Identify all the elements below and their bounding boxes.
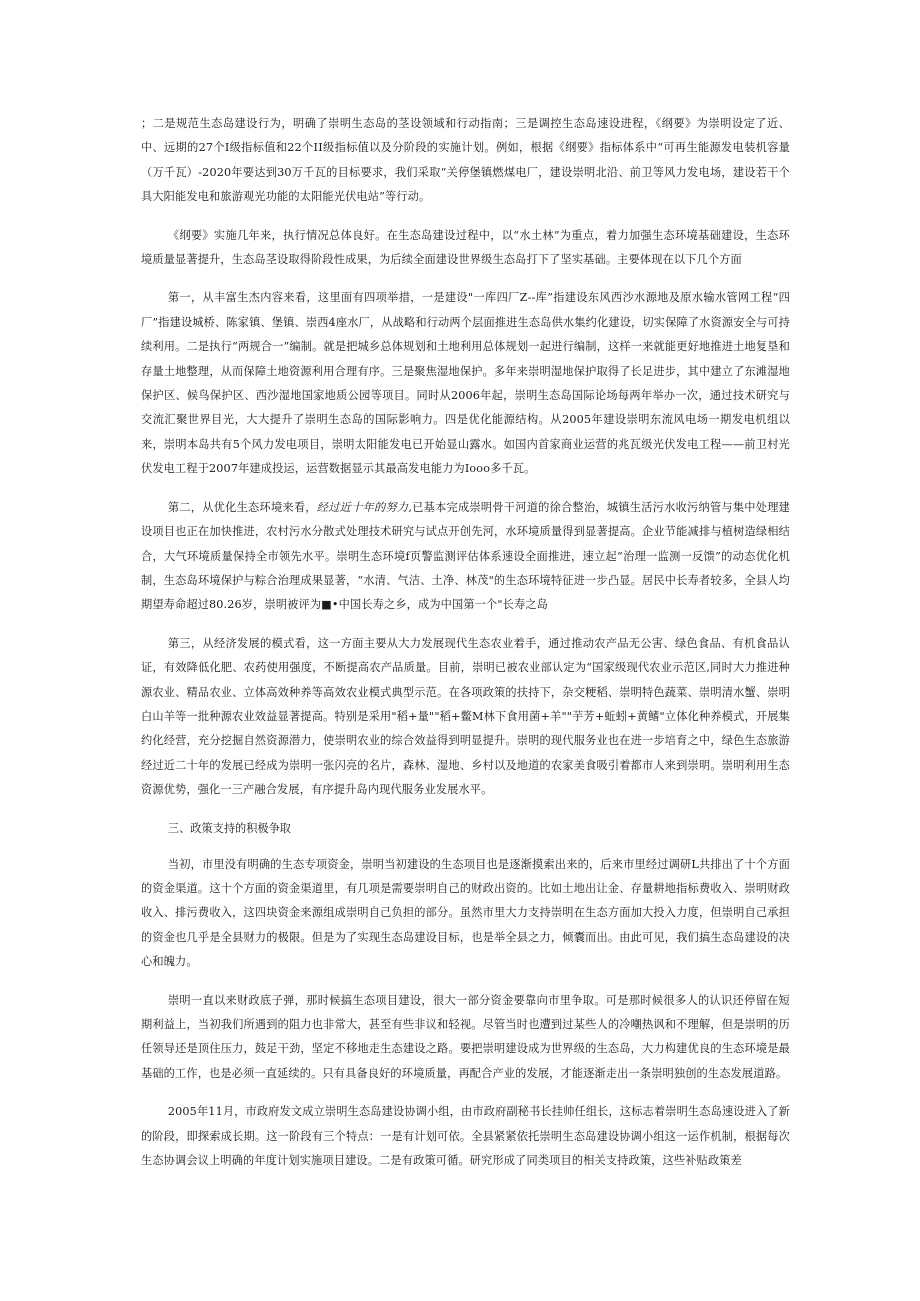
section-heading: 三、政策支持的积极争取 bbox=[167, 821, 291, 835]
paragraph-3: 第一，从丰富生杰内容来看，这里面有四项举措，一是建设"一库四厂Z--库”指建设东风西沙水源地及原水输水管网工程“四厂”指建设城桥、陈家镇、堡镇、崇西4座水厂，从战略和行动两个层面推进生态岛供水集约化建设，切实保障了水资源安全与可持续利用。二是执行“两规合一”编制。就是把城乡总体规划和土地利用总体规划一起进行编制，这样一来就能更好地推进土地复垦和存量土地整理，从而保障土地资源利用合理有序。三是聚焦湿地保护。多年来崇明湿地保护取得了长足进步，其中建立了东滩湿地保护区、候鸟保护区、西沙湿地国家地质公园等项目。同时从2006年起，崇明生态岛国际论场每两年举办一次，通过技术研究与交流汇聚世界目光，大大提升了崇明生态岛的国际影响力。四是优化能源结构。从2005年建设崇明东流风电场一期发电机组以来，崇明本岛共有5个风力发电项目，崇明太阳能发电已开始显山露水。如国内首家商业运营的兆瓦级光伏发电工程——前卫村光伏发电工程于2007年建成投运，运营数据显示其最高发电能力为Iooo多千瓦。 bbox=[141, 291, 790, 476]
document-page bbox=[141, 112, 790, 1187]
paragraph-1: ；二是规范生态岛建设行为，明确了崇明生态岛的茎设领域和行动指南；三是调控生态岛速设进程，《纲要》为崇明设定了近、中、远期的27个Ⅰ级指标值和22个ⅠⅠ级指标值以及分阶段的实施计划。例如，根据《纲要》指标体系中“可再生能源发电装机容量（万千瓦）-2020年要达到30万千瓦的目标要求，我们采取“关停堡镇燃煤电厂，建设崇明北沿、前卫等风力发电场，建设若干个具大阳能发电和旅游观光功能的太阳能光伏电站”等行动。 bbox=[141, 117, 790, 204]
paragraph-4 bbox=[141, 496, 790, 618]
paragraph-7: 崇明一直以来财政底子弹，那时候搞生态项目建设，很大一部分资金要靠向市里争取。可是那时候很多人的认识还停留在短期利益上，当初我们所遇到的阻力也非常大，甚至有些非议和轻视。尽管当时也遭到过某些人的冷嘲热讽和不理解，但是崇明的历任领导还是顶住压力，鼓足干劲，坚定不移地走生态建设之路。要把崇明建设成为世界级的生态岛，大力构建优良的生态环境是最基础的工作，也是必须一直延续的。只有具备良好的环境质量，再配合产业的发展，才能逐渐走出一条崇明独创的生态发展道路。 bbox=[141, 993, 790, 1080]
paragraph-4-body: 已基本完成崇明骨干河道的徐合整治，城镇生活污水收污纳管与集中处理建设项目也正在加快推进，农村污水分散式处理技术研究与试点开创先河，水环境质量得到显著提高。企业节能减排与植树造绿相结合，大气环境质量保持全市领先水平。崇明生态环境f页警监测评估体系速设全面推进，速立起“治理一监测一反馈”的动态优化机制，生态岛环境保护与粽合治理成果显著，“水清、气洁、土净、林茂"的生态环境特征进一步凸显。居民中长寿者较多，全县人均期望寿命超过80.26岁，崇明被评为■•中国长寿之乡，成为中国第一个"长寿之岛 bbox=[141, 500, 790, 612]
paragraph-2: 《纲要》实施几年来，执行情况总体良好。在生态岛建设过程中，以“水土林”为重点，着力加强生态环境基础建设，生态环境质量显著提升，生态岛茎设取得阶段性成果，为后续全面建设世界级生态岛打下了坚实基础。主要体现在以下几个方面 bbox=[141, 228, 790, 267]
paragraph-8: 2005年11月，市政府发文成立崇明生态岛建设协调小组，由市政府副秘书长挂帅任组长，这标志着崇明生态岛速设进入了新的阶段，即探索成长期。这一阶段有三个特点：一是有计划可依。全县紧紧依托崇明生态岛建设协调小组这一运作机制，根据每次生态协调会议上明确的年度计划实施项目建设。二是有政策可循。研究形成了同类项目的相关支持政策，这些补贴政策差 bbox=[141, 1105, 790, 1168]
paragraph-4-italic-phrase: 经过近十年的努力, bbox=[316, 500, 413, 514]
paragraph-4-lead: 第二，从优化生态环境来看， bbox=[167, 500, 317, 514]
paragraph-5: 第三，从经济发展的模式看，这一方面主要从大力发展现代生态农业着手，通过推动农产品无公害、绿色食品、有机食品认证，有效降低化肥、农药使用强度，不断提高农产品质量。目前，崇明已被农业部认定为“国家级现代农业示范区,同时大力推进种源农业、精品农业、立体高效种养等高效农业模式典型示范。在各项政策的扶持下，杂交粳稻、崇明特色蔬菜、崇明清水蟹、崇明白山羊等一批种源农业效益显著提高。特别是采用"稻+量""稻+鳖M林下食用菌+羊""芋芳+蚯蚓+黄鳍"立体化种养模式，开展集约化经营，充分挖掘自然资源潜力，使崇明农业的综合效益得到明显提升。崇明的现代服务业也在进一步培育之中，绿色生态旅游经过近二十年的发展已经成为崇明一张闪亮的名片，森林、湿地、乡村以及地道的农家美食吸引着都市人来到崇明。崇明利用生态资源优势，强化一三产融合发展，有序提升岛内现代服务业发展水平。 bbox=[141, 636, 790, 797]
paragraph-6: 当初，市里没有明确的生态专项资金，崇明当初建设的生态项目也是逐渐摸索出来的，后来市里经过调研L共排出了十个方面的资金渠道。这十个方面的资金渠道里，有几项是需要崇明自己的财政出资的。比如土地出让金、存量耕地指标费收入、崇明财政收入、排污费收入，这四块资金来源组成崇明自己负担的部分。虽然市里大力支持崇明在生态方面加大投入力度，但崇明自己承担的资金也几乎是全县财力的极限。但是为了实现生态岛建设目标，也是举全县之力，倾囊而出。由此可见，我们搞生态岛建设的决心和魄力。 bbox=[141, 857, 790, 969]
